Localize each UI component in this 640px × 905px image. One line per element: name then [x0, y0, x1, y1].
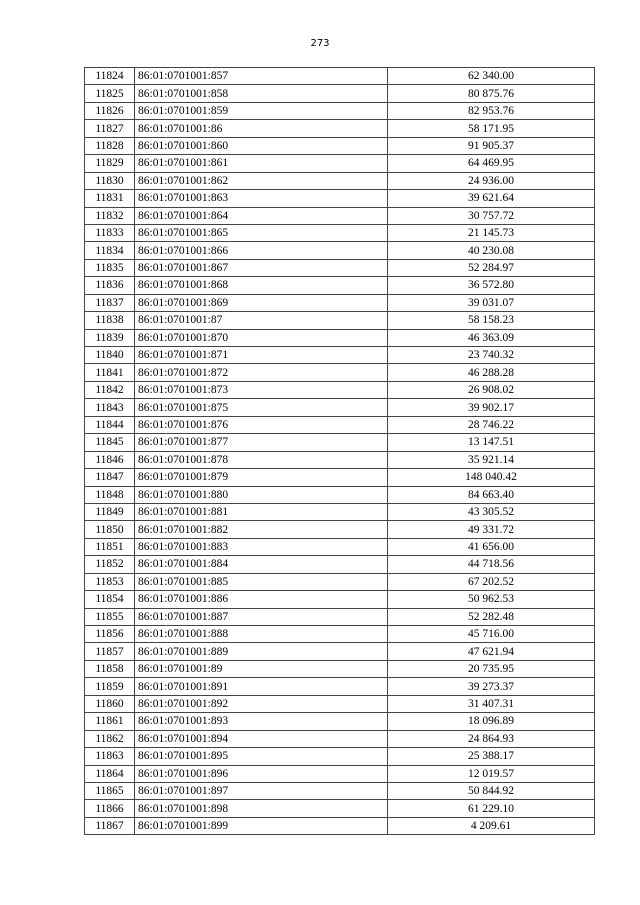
- cadastral-number-cell: 86:01:0701001:859: [135, 102, 388, 119]
- cadastral-number-cell: 86:01:0701001:881: [135, 503, 388, 520]
- cadastral-number-cell: 86:01:0701001:876: [135, 416, 388, 433]
- row-number-cell: 11839: [85, 329, 135, 346]
- table-row: [85, 538, 595, 555]
- row-number-cell: 11827: [85, 120, 135, 137]
- table-row: [85, 381, 595, 398]
- row-number-cell: 11865: [85, 782, 135, 799]
- row-number-cell: 11843: [85, 399, 135, 416]
- row-number-cell: 11833: [85, 224, 135, 241]
- cadastral-value-cell: 52 282.48: [388, 608, 595, 625]
- cadastral-number-cell: 86:01:0701001:893: [135, 713, 388, 730]
- cadastral-number-cell: 86:01:0701001:866: [135, 242, 388, 259]
- table-row: [85, 451, 595, 468]
- cadastral-number-cell: 86:01:0701001:884: [135, 556, 388, 573]
- table-row: [85, 347, 595, 364]
- cadastral-value-cell: 39 621.64: [388, 190, 595, 207]
- table-row: [85, 469, 595, 486]
- cadastral-value-cell: 13 147.51: [388, 434, 595, 451]
- cadastral-number-cell: 86:01:0701001:872: [135, 364, 388, 381]
- table-row: [85, 713, 595, 730]
- table-row: [85, 120, 595, 137]
- row-number-cell: 11840: [85, 347, 135, 364]
- row-number-cell: 11856: [85, 626, 135, 643]
- cadastral-number-cell: 86:01:0701001:889: [135, 643, 388, 660]
- table-row: [85, 399, 595, 416]
- table-row: [85, 294, 595, 311]
- cadastral-number-cell: 86:01:0701001:878: [135, 451, 388, 468]
- row-number-cell: 11849: [85, 503, 135, 520]
- cadastral-value-cell: 45 716.00: [388, 626, 595, 643]
- row-number-cell: 11828: [85, 137, 135, 154]
- cadastral-number-cell: 86:01:0701001:857: [135, 68, 388, 85]
- table-row: [85, 207, 595, 224]
- row-number-cell: 11857: [85, 643, 135, 660]
- cadastral-value-cell: 47 621.94: [388, 643, 595, 660]
- row-number-cell: 11844: [85, 416, 135, 433]
- row-number-cell: 11825: [85, 85, 135, 102]
- cadastral-number-cell: 86:01:0701001:894: [135, 730, 388, 747]
- cadastral-number-cell: 86:01:0701001:860: [135, 137, 388, 154]
- cadastral-number-cell: 86:01:0701001:869: [135, 294, 388, 311]
- cadastral-value-cell: 12 019.57: [388, 765, 595, 782]
- cadastral-value-cell: 43 305.52: [388, 503, 595, 520]
- cadastral-number-cell: 86:01:0701001:885: [135, 573, 388, 590]
- row-number-cell: 11851: [85, 538, 135, 555]
- table-row: [85, 782, 595, 799]
- table-row: [85, 800, 595, 817]
- table-row: [85, 259, 595, 276]
- cadastral-value-cell: 24 864.93: [388, 730, 595, 747]
- table-row: [85, 434, 595, 451]
- cadastral-value-cell: 21 145.73: [388, 224, 595, 241]
- cadastral-number-cell: 86:01:0701001:89: [135, 660, 388, 677]
- row-number-cell: 11852: [85, 556, 135, 573]
- row-number-cell: 11838: [85, 312, 135, 329]
- cadastral-value-cell: 62 340.00: [388, 68, 595, 85]
- cadastral-value-cell: 58 171.95: [388, 120, 595, 137]
- cadastral-value-cell: 23 740.32: [388, 347, 595, 364]
- cadastral-value-cell: 30 757.72: [388, 207, 595, 224]
- row-number-cell: 11842: [85, 381, 135, 398]
- table-row: [85, 503, 595, 520]
- cadastral-value-cell: 84 663.40: [388, 486, 595, 503]
- row-number-cell: 11837: [85, 294, 135, 311]
- table-row: [85, 556, 595, 573]
- row-number-cell: 11836: [85, 277, 135, 294]
- cadastral-value-cell: 46 363.09: [388, 329, 595, 346]
- row-number-cell: 11862: [85, 730, 135, 747]
- table-row: [85, 748, 595, 765]
- cadastral-value-cell: 36 572.80: [388, 277, 595, 294]
- cadastral-value-cell: 28 746.22: [388, 416, 595, 433]
- table-row: [85, 765, 595, 782]
- table-row: [85, 626, 595, 643]
- row-number-cell: 11834: [85, 242, 135, 259]
- cadastral-number-cell: 86:01:0701001:858: [135, 85, 388, 102]
- row-number-cell: 11855: [85, 608, 135, 625]
- table-row: [85, 678, 595, 695]
- table-row: [85, 608, 595, 625]
- row-number-cell: 11863: [85, 748, 135, 765]
- cadastral-number-cell: 86:01:0701001:873: [135, 381, 388, 398]
- table-row: [85, 591, 595, 608]
- cadastral-value-cell: 24 936.00: [388, 172, 595, 189]
- table-row: [85, 224, 595, 241]
- cadastral-number-cell: 86:01:0701001:864: [135, 207, 388, 224]
- cadastral-number-cell: 86:01:0701001:875: [135, 399, 388, 416]
- cadastral-value-cell: 82 953.76: [388, 102, 595, 119]
- cadastral-value-cell: 25 388.17: [388, 748, 595, 765]
- cadastral-number-cell: 86:01:0701001:867: [135, 259, 388, 276]
- table-row: [85, 329, 595, 346]
- cadastral-number-cell: 86:01:0701001:868: [135, 277, 388, 294]
- cadastral-number-cell: 86:01:0701001:87: [135, 312, 388, 329]
- row-number-cell: 11858: [85, 660, 135, 677]
- cadastral-value-cell: 64 469.95: [388, 155, 595, 172]
- table-row: [85, 521, 595, 538]
- table-row: [85, 68, 595, 85]
- row-number-cell: 11846: [85, 451, 135, 468]
- cadastral-number-cell: 86:01:0701001:882: [135, 521, 388, 538]
- cadastral-value-cell: 40 230.08: [388, 242, 595, 259]
- row-number-cell: 11848: [85, 486, 135, 503]
- cadastral-value-cell: 39 902.17: [388, 399, 595, 416]
- row-number-cell: 11853: [85, 573, 135, 590]
- cadastral-value-cell: 20 735.95: [388, 660, 595, 677]
- table-row: [85, 660, 595, 677]
- cadastral-value-cell: 39 273.37: [388, 678, 595, 695]
- row-number-cell: 11831: [85, 190, 135, 207]
- page-number: 273: [310, 38, 330, 49]
- cadastral-number-cell: 86:01:0701001:886: [135, 591, 388, 608]
- row-number-cell: 11826: [85, 102, 135, 119]
- cadastral-value-cell: 41 656.00: [388, 538, 595, 555]
- row-number-cell: 11847: [85, 469, 135, 486]
- cadastral-value-cell: 46 288.28: [388, 364, 595, 381]
- table-row: [85, 155, 595, 172]
- table-row: [85, 364, 595, 381]
- table-row: [85, 695, 595, 712]
- table-row: [85, 573, 595, 590]
- row-number-cell: 11859: [85, 678, 135, 695]
- table-row: [85, 416, 595, 433]
- table-row: [85, 102, 595, 119]
- table-row: [85, 137, 595, 154]
- cadastral-number-cell: 86:01:0701001:888: [135, 626, 388, 643]
- row-number-cell: 11835: [85, 259, 135, 276]
- cadastral-value-cell: 148 040.42: [388, 469, 595, 486]
- row-number-cell: 11832: [85, 207, 135, 224]
- row-number-cell: 11864: [85, 765, 135, 782]
- cadastral-number-cell: 86:01:0701001:896: [135, 765, 388, 782]
- cadastral-number-cell: 86:01:0701001:898: [135, 800, 388, 817]
- cadastral-number-cell: 86:01:0701001:863: [135, 190, 388, 207]
- table-row: [85, 312, 595, 329]
- cadastral-number-cell: 86:01:0701001:887: [135, 608, 388, 625]
- cadastral-value-cell: 39 031.07: [388, 294, 595, 311]
- table-row: [85, 486, 595, 503]
- cadastral-number-cell: 86:01:0701001:862: [135, 172, 388, 189]
- cadastral-value-cell: 49 331.72: [388, 521, 595, 538]
- cadastral-value-cell: 67 202.52: [388, 573, 595, 590]
- row-number-cell: 11860: [85, 695, 135, 712]
- table-row: [85, 242, 595, 259]
- cadastral-number-cell: 86:01:0701001:892: [135, 695, 388, 712]
- cadastral-number-cell: 86:01:0701001:895: [135, 748, 388, 765]
- row-number-cell: 11829: [85, 155, 135, 172]
- cadastral-value-cell: 91 905.37: [388, 137, 595, 154]
- cadastral-number-cell: 86:01:0701001:861: [135, 155, 388, 172]
- table-row: [85, 730, 595, 747]
- table-row: [85, 643, 595, 660]
- table-body: [85, 68, 595, 835]
- cadastral-number-cell: 86:01:0701001:899: [135, 817, 388, 834]
- cadastral-number-cell: 86:01:0701001:871: [135, 347, 388, 364]
- cadastral-value-cell: 31 407.31: [388, 695, 595, 712]
- cadastral-number-cell: 86:01:0701001:880: [135, 486, 388, 503]
- cadastral-number-cell: 86:01:0701001:891: [135, 678, 388, 695]
- cadastral-value-cell: 50 844.92: [388, 782, 595, 799]
- row-number-cell: 11867: [85, 817, 135, 834]
- table-row: [85, 817, 595, 834]
- cadastral-value-cell: 26 908.02: [388, 381, 595, 398]
- row-number-cell: 11845: [85, 434, 135, 451]
- table-row: [85, 190, 595, 207]
- cadastral-value-table: [84, 67, 595, 835]
- row-number-cell: 11861: [85, 713, 135, 730]
- cadastral-number-cell: 86:01:0701001:870: [135, 329, 388, 346]
- row-number-cell: 11850: [85, 521, 135, 538]
- cadastral-value-cell: 50 962.53: [388, 591, 595, 608]
- cadastral-value-cell: 18 096.89: [388, 713, 595, 730]
- cadastral-value-cell: 52 284.97: [388, 259, 595, 276]
- cadastral-number-cell: 86:01:0701001:86: [135, 120, 388, 137]
- cadastral-value-cell: 35 921.14: [388, 451, 595, 468]
- cadastral-number-cell: 86:01:0701001:883: [135, 538, 388, 555]
- cadastral-value-cell: 61 229.10: [388, 800, 595, 817]
- cadastral-number-cell: 86:01:0701001:865: [135, 224, 388, 241]
- cadastral-number-cell: 86:01:0701001:877: [135, 434, 388, 451]
- table-row: [85, 172, 595, 189]
- row-number-cell: 11854: [85, 591, 135, 608]
- cadastral-value-cell: 58 158.23: [388, 312, 595, 329]
- row-number-cell: 11830: [85, 172, 135, 189]
- cadastral-value-cell: 44 718.56: [388, 556, 595, 573]
- row-number-cell: 11824: [85, 68, 135, 85]
- table-row: [85, 277, 595, 294]
- cadastral-number-cell: 86:01:0701001:879: [135, 469, 388, 486]
- table-row: [85, 85, 595, 102]
- cadastral-number-cell: 86:01:0701001:897: [135, 782, 388, 799]
- row-number-cell: 11866: [85, 800, 135, 817]
- row-number-cell: 11841: [85, 364, 135, 381]
- cadastral-value-cell: 80 875.76: [388, 85, 595, 102]
- cadastral-value-cell: 4 209.61: [388, 817, 595, 834]
